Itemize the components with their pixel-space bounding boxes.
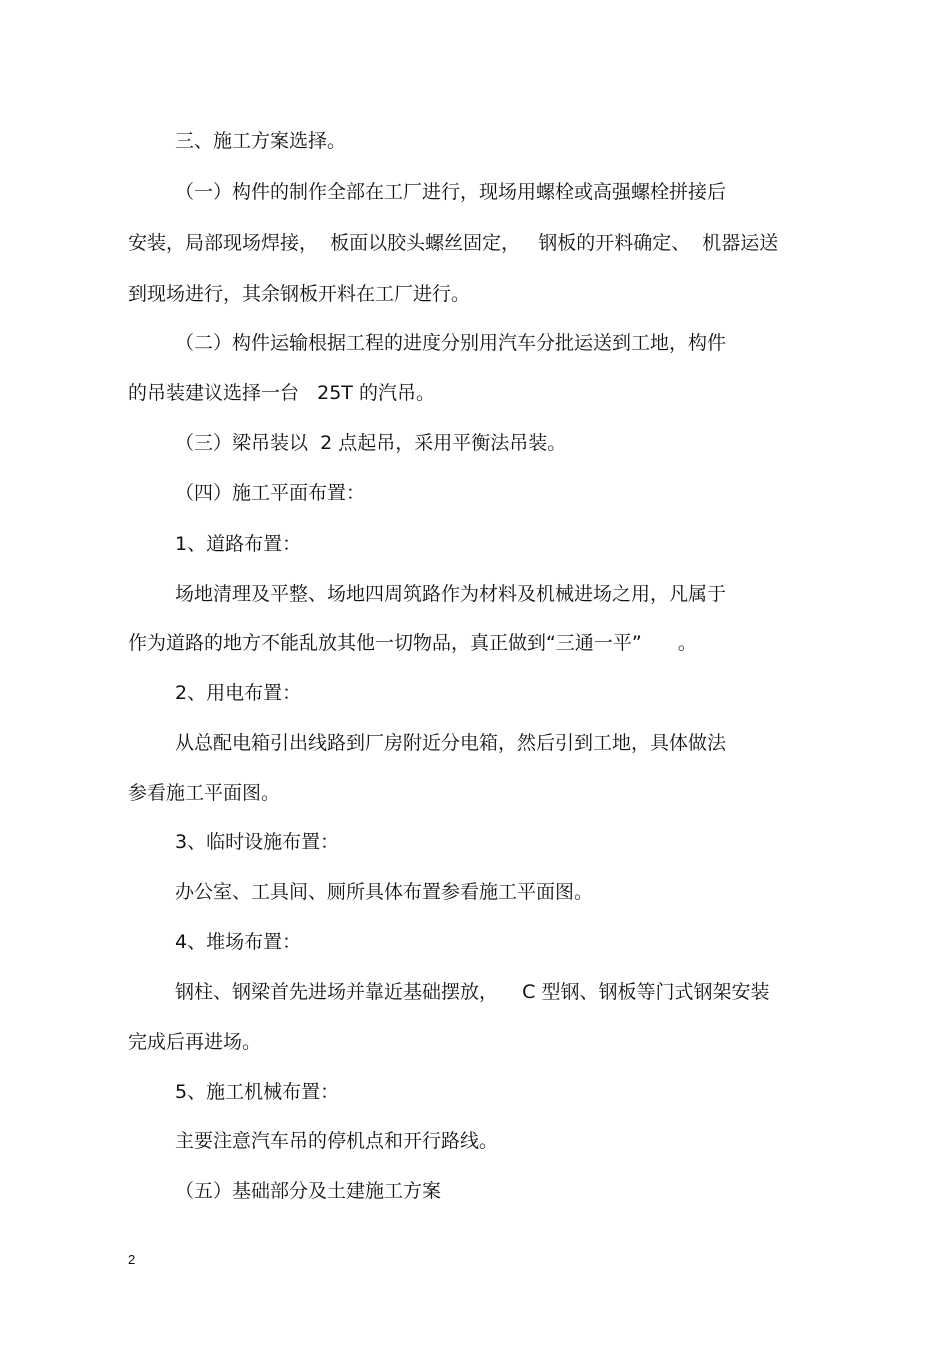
paragraph-line: （二）构件运输根据工程的进度分别用汽车分批运送到工地，构件: [175, 332, 727, 354]
paragraph-line: 参看施工平面图。: [128, 782, 281, 804]
paragraph-line: 主要注意汽车吊的停机点和开行路线。: [175, 1130, 499, 1152]
paragraph-line: （三）梁吊装以 2 点起吊，采用平衡法吊装。: [175, 432, 567, 454]
paragraph-line: 作为道路的地方不能乱放其他一切物品，真正做到“三通一平” 。: [128, 632, 697, 654]
paragraph-line: 安装，局部现场焊接， 板面以胶头螺丝固定， 钢板的开料确定、 机器运送: [128, 232, 779, 254]
paragraph-line: （一）构件的制作全部在工厂进行，现场用螺栓或高强螺栓拼接后: [175, 181, 727, 203]
paragraph-line: 完成后再进场。: [128, 1031, 262, 1053]
paragraph-line: 场地清理及平整、场地四周筑路作为材料及机械进场之用，凡属于: [175, 583, 727, 605]
paragraph-line: 到现场进行，其余钢板开料在工厂进行。: [128, 283, 471, 305]
item-heading: 5、施工机械布置：: [175, 1081, 340, 1103]
item-heading: 3、临时设施布置：: [175, 831, 340, 853]
section-heading: 三、施工方案选择。: [175, 130, 347, 152]
subsection-heading: （四）施工平面布置：: [175, 482, 366, 504]
page-number: 2: [128, 1252, 136, 1267]
subsection-heading: （五）基础部分及土建施工方案: [175, 1180, 442, 1202]
item-heading: 4、堆场布置：: [175, 931, 302, 953]
paragraph-line: 的吊装建议选择一台 25T 的汽吊。: [128, 382, 435, 404]
paragraph-line: 办公室、工具间、厕所具体布置参看施工平面图。: [175, 881, 594, 903]
item-heading: 2、用电布置：: [175, 682, 302, 704]
paragraph-line: 从总配电箱引出线路到厂房附近分电箱，然后引到工地，具体做法: [175, 732, 727, 754]
item-heading: 1、道路布置：: [175, 533, 302, 555]
paragraph-line: 钢柱、钢梁首先进场并靠近基础摆放， C 型钢、钢板等门式钢架安装: [175, 981, 770, 1003]
